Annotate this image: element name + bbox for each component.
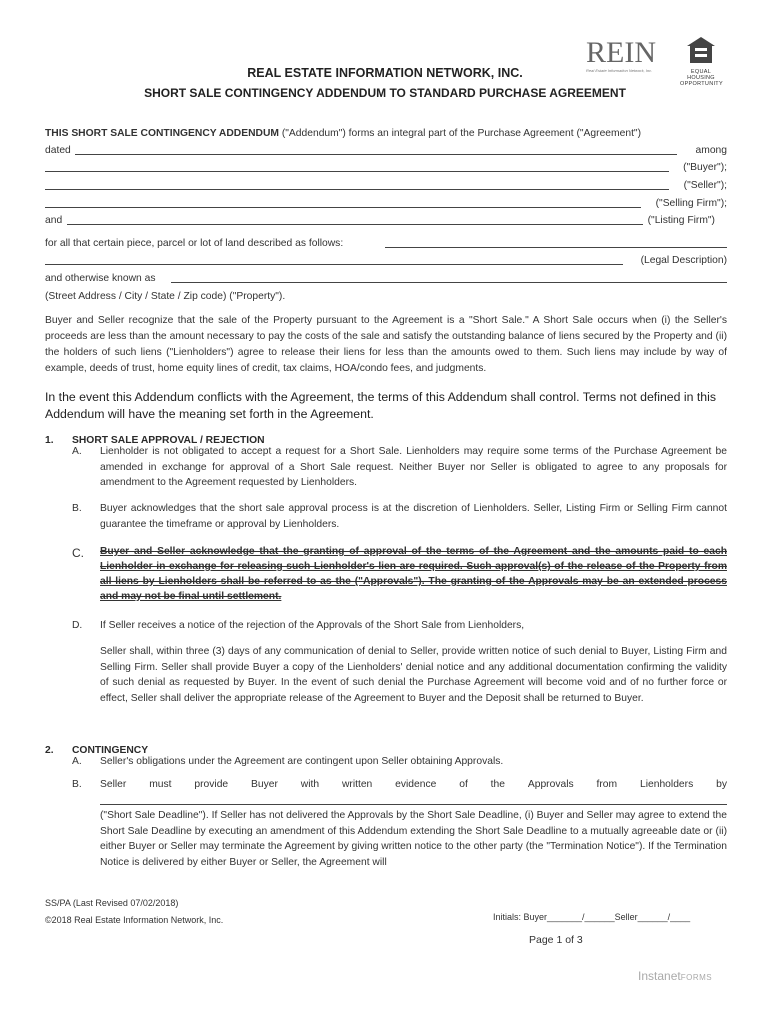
conflict-clause: In the event this Addendum conflicts with the Agreement, the terms of this Addendum shall control. Terms not defined in this Addendum will have the meaning set forth in the Agreement. (45, 390, 717, 421)
section2-a-letter: A. (72, 756, 82, 767)
known-label: and otherwise known as (45, 273, 156, 284)
buyer-field[interactable] (45, 171, 669, 172)
b-word: evidence (395, 779, 437, 790)
instanet-brand-main: Instanet (638, 969, 681, 983)
equal-housing-house-icon (686, 36, 716, 64)
known-as-field[interactable] (171, 282, 727, 283)
rein-logo-word: REIN (586, 36, 656, 69)
b-word: Seller (100, 779, 127, 790)
section1-b-text: Buyer acknowledges that the short sale approval process is at the discretion of Lienholders. Seller, Listing Firm or Selling Firm cannot guarantee the timeframe or approval by Lienholders. (100, 503, 727, 530)
section2-a-text: Seller's obligations under the Agreement are contingent upon Seller obtaining Approvals. (100, 756, 504, 767)
buyer-row (45, 160, 727, 176)
b-word: Approvals (527, 779, 574, 790)
property-row (45, 236, 727, 252)
intro-lead-rest: ("Addendum") forms an integral part of the Purchase Agreement ("Agreement") (278, 128, 642, 139)
selling-firm-field[interactable] (45, 207, 641, 208)
short-sale-deadline-field[interactable] (100, 804, 727, 805)
selling-firm-row (45, 196, 727, 212)
section1-b-letter: B. (72, 503, 82, 514)
seller-row (45, 178, 727, 194)
page-number: Page 1 of 3 (529, 934, 583, 946)
section1-number (45, 430, 54, 448)
b-word: must (149, 779, 172, 790)
listing-firm-label: ("Listing Firm") (646, 213, 715, 229)
b-word: Buyer (251, 779, 278, 790)
dated-row (45, 143, 727, 159)
instanet-brand (638, 969, 712, 983)
section1-d-text-continued: Seller shall, within three (3) days of any communication of denial to Seller, provide written notice of such denial to Buyer, Listing Firm and Selling Firm. Seller shall provide Buyer a copy of the Lienholders' denial notice and any additional documentation confirming the validity of such denial as requested by Buyer. In the event of such denial the Purchase Agreement will become void and of no further force or effect, Seller shall deliver the appropriate release of the Agreement to Buyer and the Deposit shall be returned to Buyer. (100, 646, 727, 704)
b-word: written (341, 779, 373, 790)
section1-c-letter: C. (72, 546, 84, 560)
form-id: SS/PA (Last Revised 07/02/2018) (45, 898, 179, 908)
b-word: Lienholders (639, 779, 694, 790)
rein-logo-tagline: Real Estate Information Network, Inc. (586, 68, 653, 73)
section1-c-text-struck: Buyer and Seller acknowledge that the granting of approval of the terms of the Agreement and the amounts paid to each Lienholder in exchange for releasing such Lienholder's lien are required. Such approval(s) of the release of the Property from all liens by Lienholders shall be referred to as the ("Approvals"). The granting of the Approvals may be an extended process and may not be final until settlement. (100, 546, 727, 602)
b-word: provide (194, 779, 229, 790)
b-word: by (716, 779, 727, 790)
section1-a-text: Lienholder is not obligated to accept a request for a Short Sale. Lienholders may require some terms of the Purchase Agreement be amended in exchange for approval of a Short Sale request. Neither Buyer nor Seller is obligated to agree to any proposals for amendment to the Agreement requested by Lienholders. (100, 446, 727, 488)
dated-field[interactable] (75, 154, 677, 155)
seller-field[interactable] (45, 189, 669, 190)
legal-label: (Legal Description) (639, 253, 727, 269)
section2-heading-text: CONTINGENCY (72, 745, 149, 756)
document-subtitle: SHORT SALE CONTINGENCY ADDENDUM TO STANDARD PURCHASE AGREEMENT (144, 86, 626, 100)
known-as-row (45, 271, 727, 287)
and-label: and (45, 215, 63, 226)
section1-d-text: If Seller receives a notice of the rejection of the Approvals of the Short Sale from Lienholders, (100, 620, 525, 631)
document-title: REAL ESTATE INFORMATION NETWORK, INC. (247, 66, 523, 80)
section2-number-text: 2. (45, 745, 54, 756)
short-sale-definition: Buyer and Seller recognize that the sale of the Property pursuant to the Agreement is a "Short Sale." A Short Sale occurs when (i) the Seller's proceeds are less than the amount necessary to pay the costs of the sale and satisfy the outstanding balance of liens secured by the Property and (ii) the holders of such liens ("Lienholders") agree to release their liens for less than the amounts owed to them. Such liens may include by way of example, deeds of trust, home equity lines of credit, tax claims, HOA/condo fees, and judgments. (45, 315, 727, 374)
intro-lead-bold: THIS SHORT SALE CONTINGENCY ADDENDUM (45, 128, 279, 139)
dated-label: dated (45, 145, 71, 156)
listing-firm-field[interactable] (67, 224, 643, 225)
eho-text-line2: OPPORTUNITY (680, 81, 723, 87)
legal-description-field[interactable] (45, 264, 623, 265)
b-word: from (596, 779, 618, 790)
buyer-label: ("Buyer"); (681, 160, 727, 176)
section1-a-letter: A. (72, 446, 82, 457)
intro-lead (45, 126, 727, 142)
b-word: with (300, 779, 320, 790)
property-field[interactable] (385, 247, 727, 248)
section2-b-text: ("Short Sale Deadline"). If Seller has not delivered the Approvals by the Short Sale Deadline, (i) Buyer and Seller may agree to extend the Short Sale Deadline by executing an amendment of this Addendum extending the Short Sale Deadline to a mutually agreeable date or (ii) either Buyer or Seller may terminate the Agreement by giving written notice to the other party (the "Termination Notice"). If the Termination Notice is delivered by either Buyer or Seller, the Agreement will (100, 810, 727, 868)
among-label: among (694, 143, 727, 159)
initials-line: Initials: Buyer_______/______Seller______/____ (493, 912, 691, 922)
copyright: ©2018 Real Estate Information Network, Inc. (45, 915, 224, 925)
section2-number (45, 740, 54, 758)
selling-firm-label: ("Selling Firm"); (654, 196, 727, 212)
section2-b-letter: B. (72, 779, 82, 790)
b-word: the (490, 779, 505, 790)
seller-label: ("Seller"); (682, 178, 727, 194)
equal-housing-logo (680, 36, 722, 87)
eho-text-line1: EQUAL HOUSING (687, 69, 715, 81)
instanet-brand-suffix: FORMS (680, 973, 713, 982)
property-label: for all that certain piece, parcel or lot of land described as follows: (45, 238, 344, 249)
b-word: of (459, 779, 468, 790)
rein-logo (586, 38, 676, 73)
address-label: (Street Address / City / State / Zip code) ("Property"). (45, 291, 286, 302)
legal-row (45, 253, 727, 269)
section1-number-text: 1. (45, 435, 54, 446)
listing-firm-row (45, 213, 727, 229)
section1-heading-text: SHORT SALE APPROVAL / REJECTION (72, 435, 265, 446)
section1-d-letter: D. (72, 620, 83, 631)
address-row (45, 289, 727, 305)
section2-b-first-line (100, 777, 727, 793)
